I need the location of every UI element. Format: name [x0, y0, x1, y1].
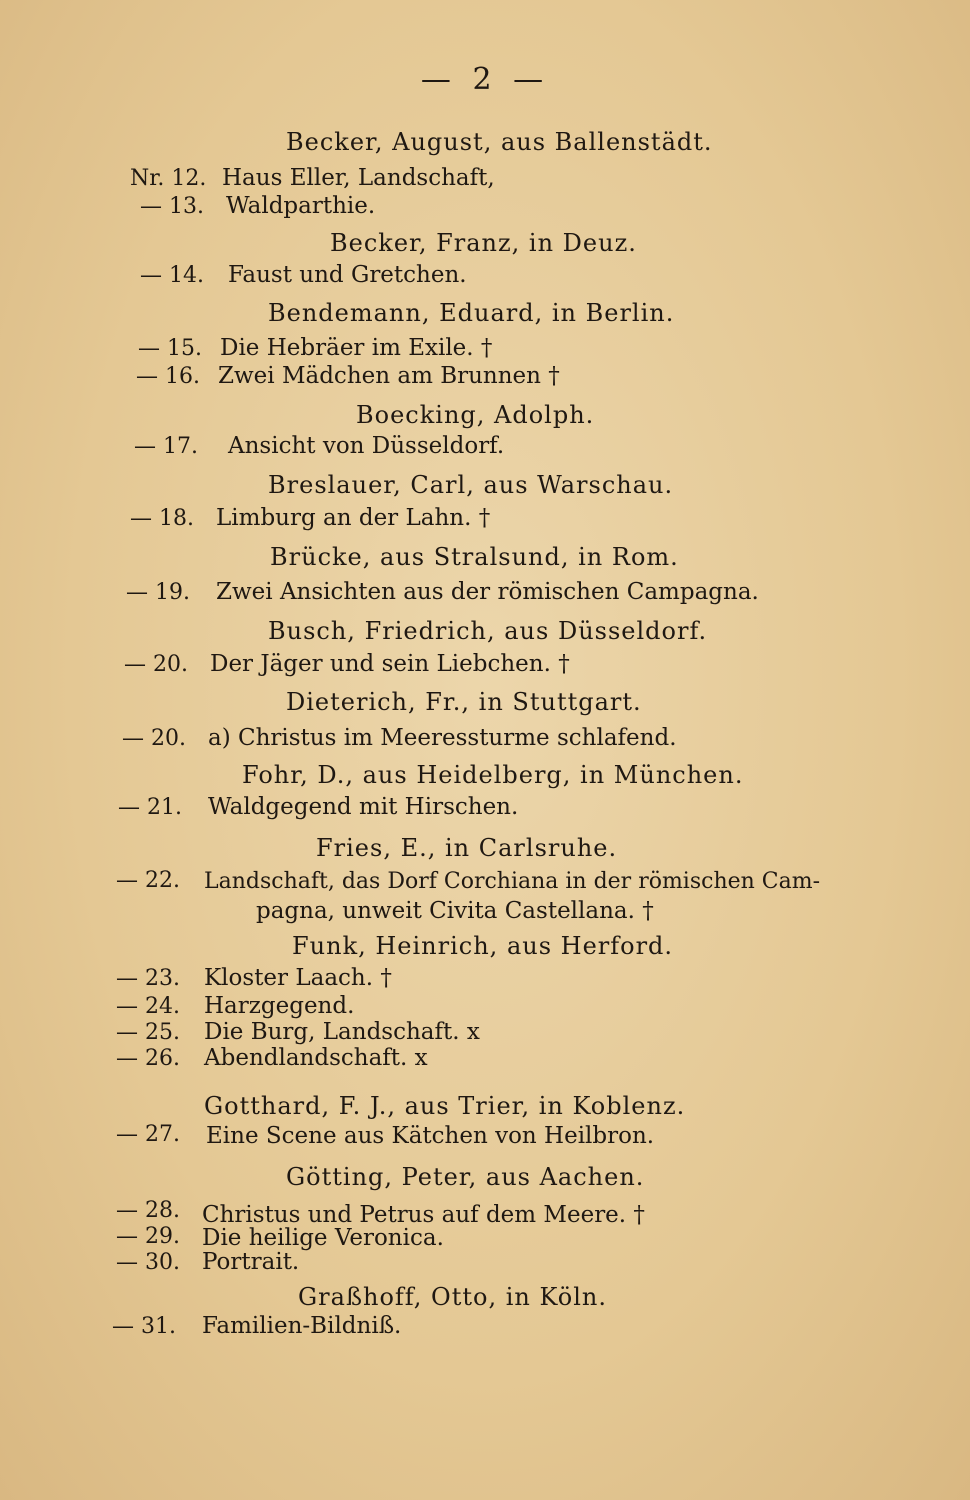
- entry-title: Kloster Laach. †: [204, 965, 392, 991]
- entry-title: Waldgegend mit Hirschen.: [208, 794, 519, 820]
- entry-title: Der Jäger und sein Liebchen. †: [210, 651, 570, 677]
- artist-heading: Becker, Franz, in Deuz.: [330, 229, 637, 257]
- artist-heading: Boecking, Adolph.: [356, 401, 595, 429]
- artist-heading: Brücke, aus Stralsund, in Rom.: [270, 543, 679, 571]
- entry-number: — 30.: [116, 1250, 180, 1275]
- entry-title: Harzgegend.: [204, 993, 355, 1019]
- page-number: — 2 —: [420, 62, 550, 97]
- artist-heading: Gotthard, F. J., aus Trier, in Koblenz.: [204, 1092, 686, 1120]
- artist-heading: Funk, Heinrich, aus Herford.: [292, 932, 674, 960]
- entry-number: — 17.: [134, 434, 198, 459]
- entry-number: — 24.: [116, 994, 180, 1019]
- artist-heading: Fohr, D., aus Heidelberg, in München.: [242, 761, 744, 789]
- entry-title: Ansicht von Düsseldorf.: [228, 433, 505, 459]
- entry-title: Portrait.: [202, 1249, 300, 1275]
- entry-title: Christus und Petrus auf dem Meere. †: [202, 1202, 645, 1228]
- entry-title: Die heilige Veronica.: [202, 1225, 444, 1251]
- entry-title: a) Christus im Meeressturme schlafend.: [208, 725, 677, 751]
- artist-heading: Graßhoff, Otto, in Köln.: [298, 1283, 607, 1311]
- entry-title-continuation: pagna, unweit Civita Castellana. †: [256, 898, 654, 924]
- entry-number: — 23.: [116, 966, 180, 991]
- artist-heading: Busch, Friedrich, aus Düsseldorf.: [268, 617, 708, 645]
- entry-number: — 31.: [112, 1314, 176, 1339]
- entry-title: Landschaft, das Dorf Corchiana in der römischen Cam-: [204, 869, 821, 894]
- entry-number: — 21.: [118, 795, 182, 820]
- entry-number: Nr. 12.: [130, 166, 207, 191]
- artist-heading: Breslauer, Carl, aus Warschau.: [268, 471, 674, 499]
- entry-title: Die Hebräer im Exile. †: [220, 335, 493, 361]
- artist-heading: Götting, Peter, aus Aachen.: [286, 1163, 645, 1191]
- artist-heading: Becker, August, aus Ballenstädt.: [286, 128, 713, 156]
- entry-title: Familien-Bildniß.: [202, 1313, 402, 1339]
- entry-number: — 15.: [138, 336, 202, 361]
- entry-title: Eine Scene aus Kätchen von Heilbron.: [206, 1123, 655, 1149]
- entry-number: — 27.: [116, 1122, 180, 1147]
- entry-number: — 26.: [116, 1046, 180, 1071]
- entry-number: — 13.: [140, 194, 204, 219]
- entry-number: — 25.: [116, 1020, 180, 1045]
- entry-number: — 18.: [130, 506, 194, 531]
- entry-title: Zwei Ansichten aus der römischen Campagna.: [216, 579, 759, 605]
- entry-number: — 14.: [140, 263, 204, 288]
- entry-title: Limburg an der Lahn. †: [216, 505, 491, 531]
- artist-heading: Dieterich, Fr., in Stuttgart.: [286, 688, 642, 716]
- entry-number: — 22.: [116, 868, 180, 893]
- entry-number: — 16.: [136, 364, 200, 389]
- entry-number: — 20.: [124, 652, 188, 677]
- entry-title: Abendlandschaft. x: [204, 1045, 428, 1071]
- entry-title: Waldparthie.: [226, 193, 376, 219]
- artist-heading: Fries, E., in Carlsruhe.: [316, 834, 618, 862]
- entry-number: — 19.: [126, 580, 190, 605]
- artist-heading: Bendemann, Eduard, in Berlin.: [268, 299, 675, 327]
- entry-title: Haus Eller, Landschaft,: [222, 165, 495, 191]
- entry-title: Zwei Mädchen am Brunnen †: [218, 363, 560, 389]
- entry-number: — 29.: [116, 1224, 180, 1249]
- entry-number: — 28.: [116, 1198, 180, 1223]
- entry-title: Die Burg, Landschaft. x: [204, 1019, 480, 1045]
- entry-number: — 20.: [122, 726, 186, 751]
- entry-title: Faust und Gretchen.: [228, 262, 467, 288]
